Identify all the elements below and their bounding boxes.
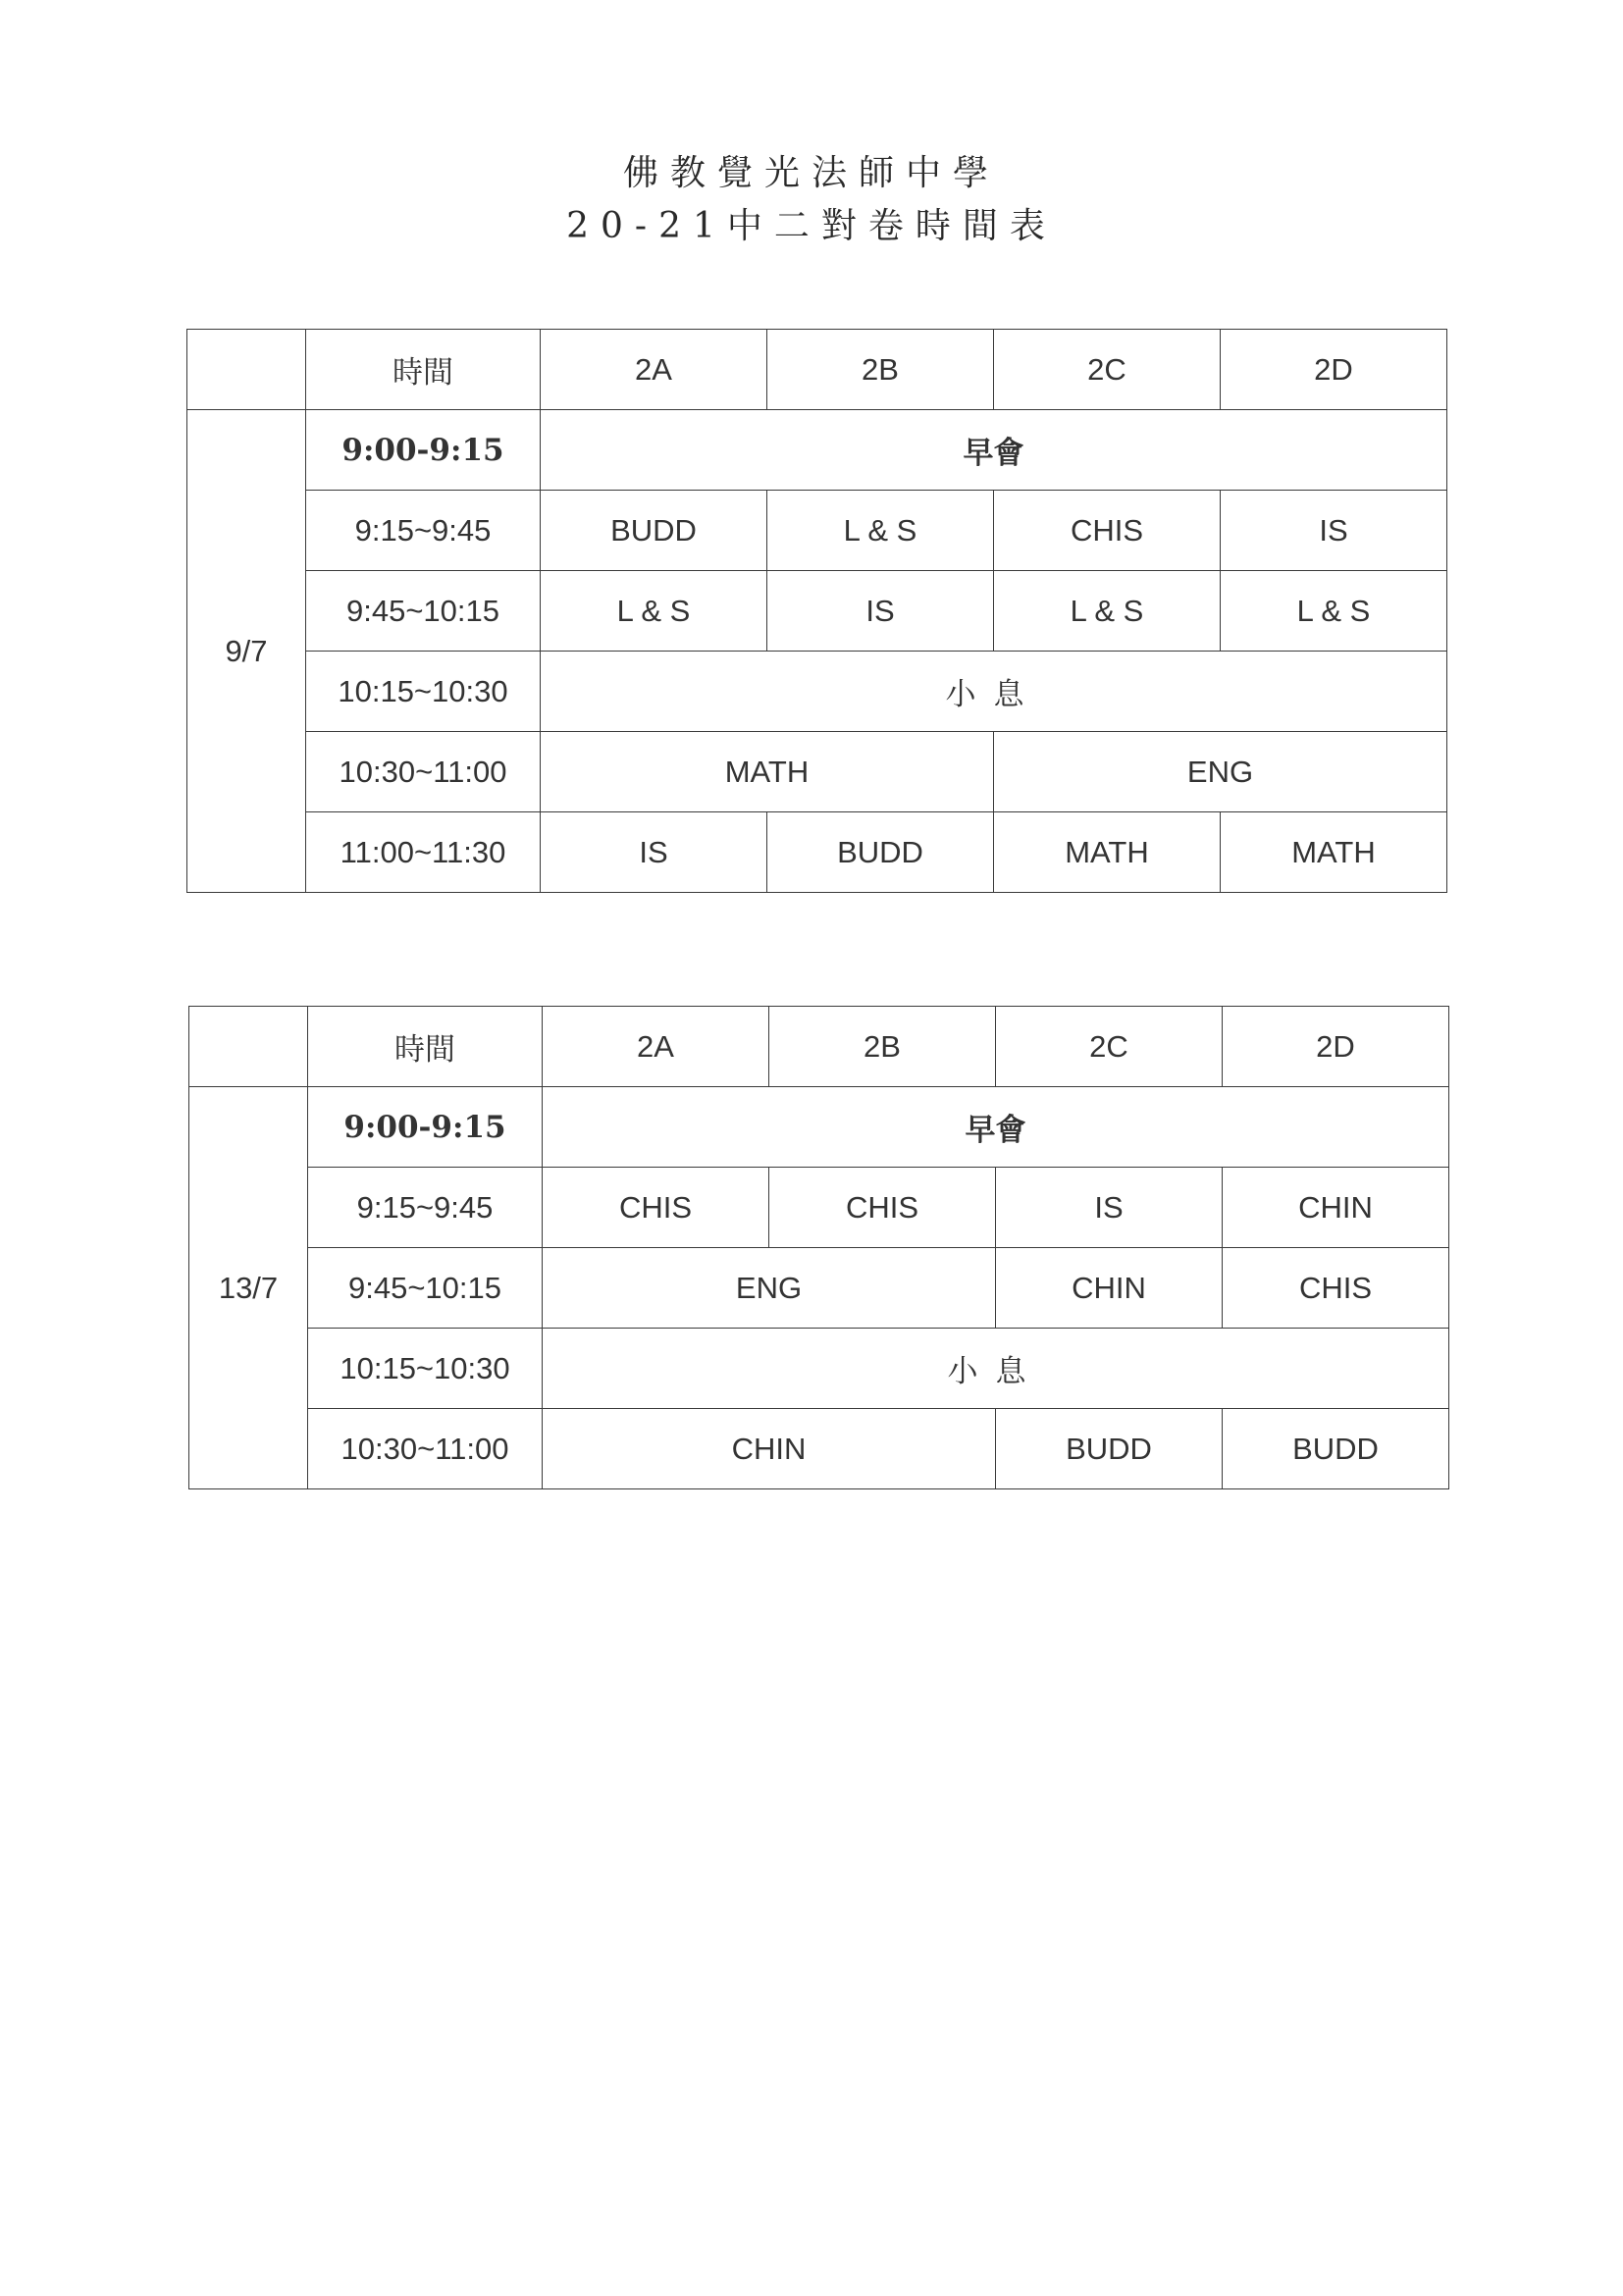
time-slot: 10:30~11:00 [308, 1409, 543, 1489]
subject-cell-2c: MATH [994, 812, 1221, 893]
table-row [187, 812, 1447, 893]
header-row [187, 330, 1447, 410]
time-slot: 10:30~11:00 [306, 732, 541, 812]
timetable-day1 [186, 329, 1447, 893]
subject-cell-2c: CHIS [994, 491, 1221, 571]
time-slot: 9:45~10:15 [308, 1248, 543, 1329]
time-slot: 10:15~10:30 [306, 652, 541, 732]
subject-cell-2a: L & S [541, 571, 767, 652]
subject-cell-2d: BUDD [1223, 1409, 1449, 1489]
class-header-2c: 2C [996, 1007, 1223, 1087]
subject-cell-2a: BUDD [541, 491, 767, 571]
table-row [187, 410, 1447, 491]
class-header-2b: 2B [769, 1007, 996, 1087]
subject-cell-2c: CHIN [996, 1248, 1223, 1329]
time-slot: 9:00-9:15 [308, 1087, 543, 1168]
class-header-2c: 2C [994, 330, 1221, 410]
table-row [187, 732, 1447, 812]
subject-cell-2b: L & S [767, 491, 994, 571]
time-slot: 9:15~9:45 [306, 491, 541, 571]
class-header-2b: 2B [767, 330, 994, 410]
time-slot: 9:15~9:45 [308, 1168, 543, 1248]
subject-cell-2c: IS [996, 1168, 1223, 1248]
subject-cell-2b: CHIS [769, 1168, 996, 1248]
date-header-cell [189, 1007, 308, 1087]
subject-cell-2d: CHIS [1223, 1248, 1449, 1329]
assembly-cell: 早會 [541, 410, 1447, 491]
subject-cell-2d: MATH [1221, 812, 1447, 893]
time-slot: 9:45~10:15 [306, 571, 541, 652]
table-row [187, 652, 1447, 732]
timetable-day2 [188, 1006, 1449, 1489]
class-header-2a: 2A [543, 1007, 769, 1087]
subject-cell-2c: BUDD [996, 1409, 1223, 1489]
class-header-2d: 2D [1221, 330, 1447, 410]
time-header: 時間 [306, 330, 541, 410]
timetable-title: 20-21中二對卷時間表 [566, 206, 1057, 246]
time-header: 時間 [308, 1007, 543, 1087]
subject-cell-2a: CHIS [543, 1168, 769, 1248]
table-row [189, 1087, 1449, 1168]
time-slot: 10:15~10:30 [308, 1329, 543, 1409]
assembly-cell: 早會 [543, 1087, 1449, 1168]
table-row [187, 571, 1447, 652]
date-header-cell [187, 330, 306, 410]
table-row [189, 1409, 1449, 1489]
table-row [187, 491, 1447, 571]
break-cell: 小息 [543, 1329, 1449, 1409]
break-cell: 小息 [541, 652, 1447, 732]
time-slot: 9:00-9:15 [306, 410, 541, 491]
exam-date: 13/7 [189, 1087, 308, 1489]
subject-cell-2a: IS [541, 812, 767, 893]
exam-date: 9/7 [187, 410, 306, 893]
subject-cell-2b: IS [767, 571, 994, 652]
subject-cell-2b: BUDD [767, 812, 994, 893]
school-name: 佛教覺光法師中學 [622, 153, 1000, 193]
table-row [189, 1248, 1449, 1329]
table-row [189, 1168, 1449, 1248]
subject-cell-2a-2b: MATH [541, 732, 994, 812]
subject-cell-2a-2b: ENG [543, 1248, 996, 1329]
subject-cell-2d: CHIN [1223, 1168, 1449, 1248]
class-header-2d: 2D [1223, 1007, 1449, 1087]
subject-cell-2c-2d: ENG [994, 732, 1447, 812]
class-header-2a: 2A [541, 330, 767, 410]
header-row [189, 1007, 1449, 1087]
subject-cell-2d: IS [1221, 491, 1447, 571]
subject-cell-2a-2b: CHIN [543, 1409, 996, 1489]
document-title [0, 147, 1623, 253]
subject-cell-2c: L & S [994, 571, 1221, 652]
table-row [189, 1329, 1449, 1409]
time-slot: 11:00~11:30 [306, 812, 541, 893]
subject-cell-2d: L & S [1221, 571, 1447, 652]
